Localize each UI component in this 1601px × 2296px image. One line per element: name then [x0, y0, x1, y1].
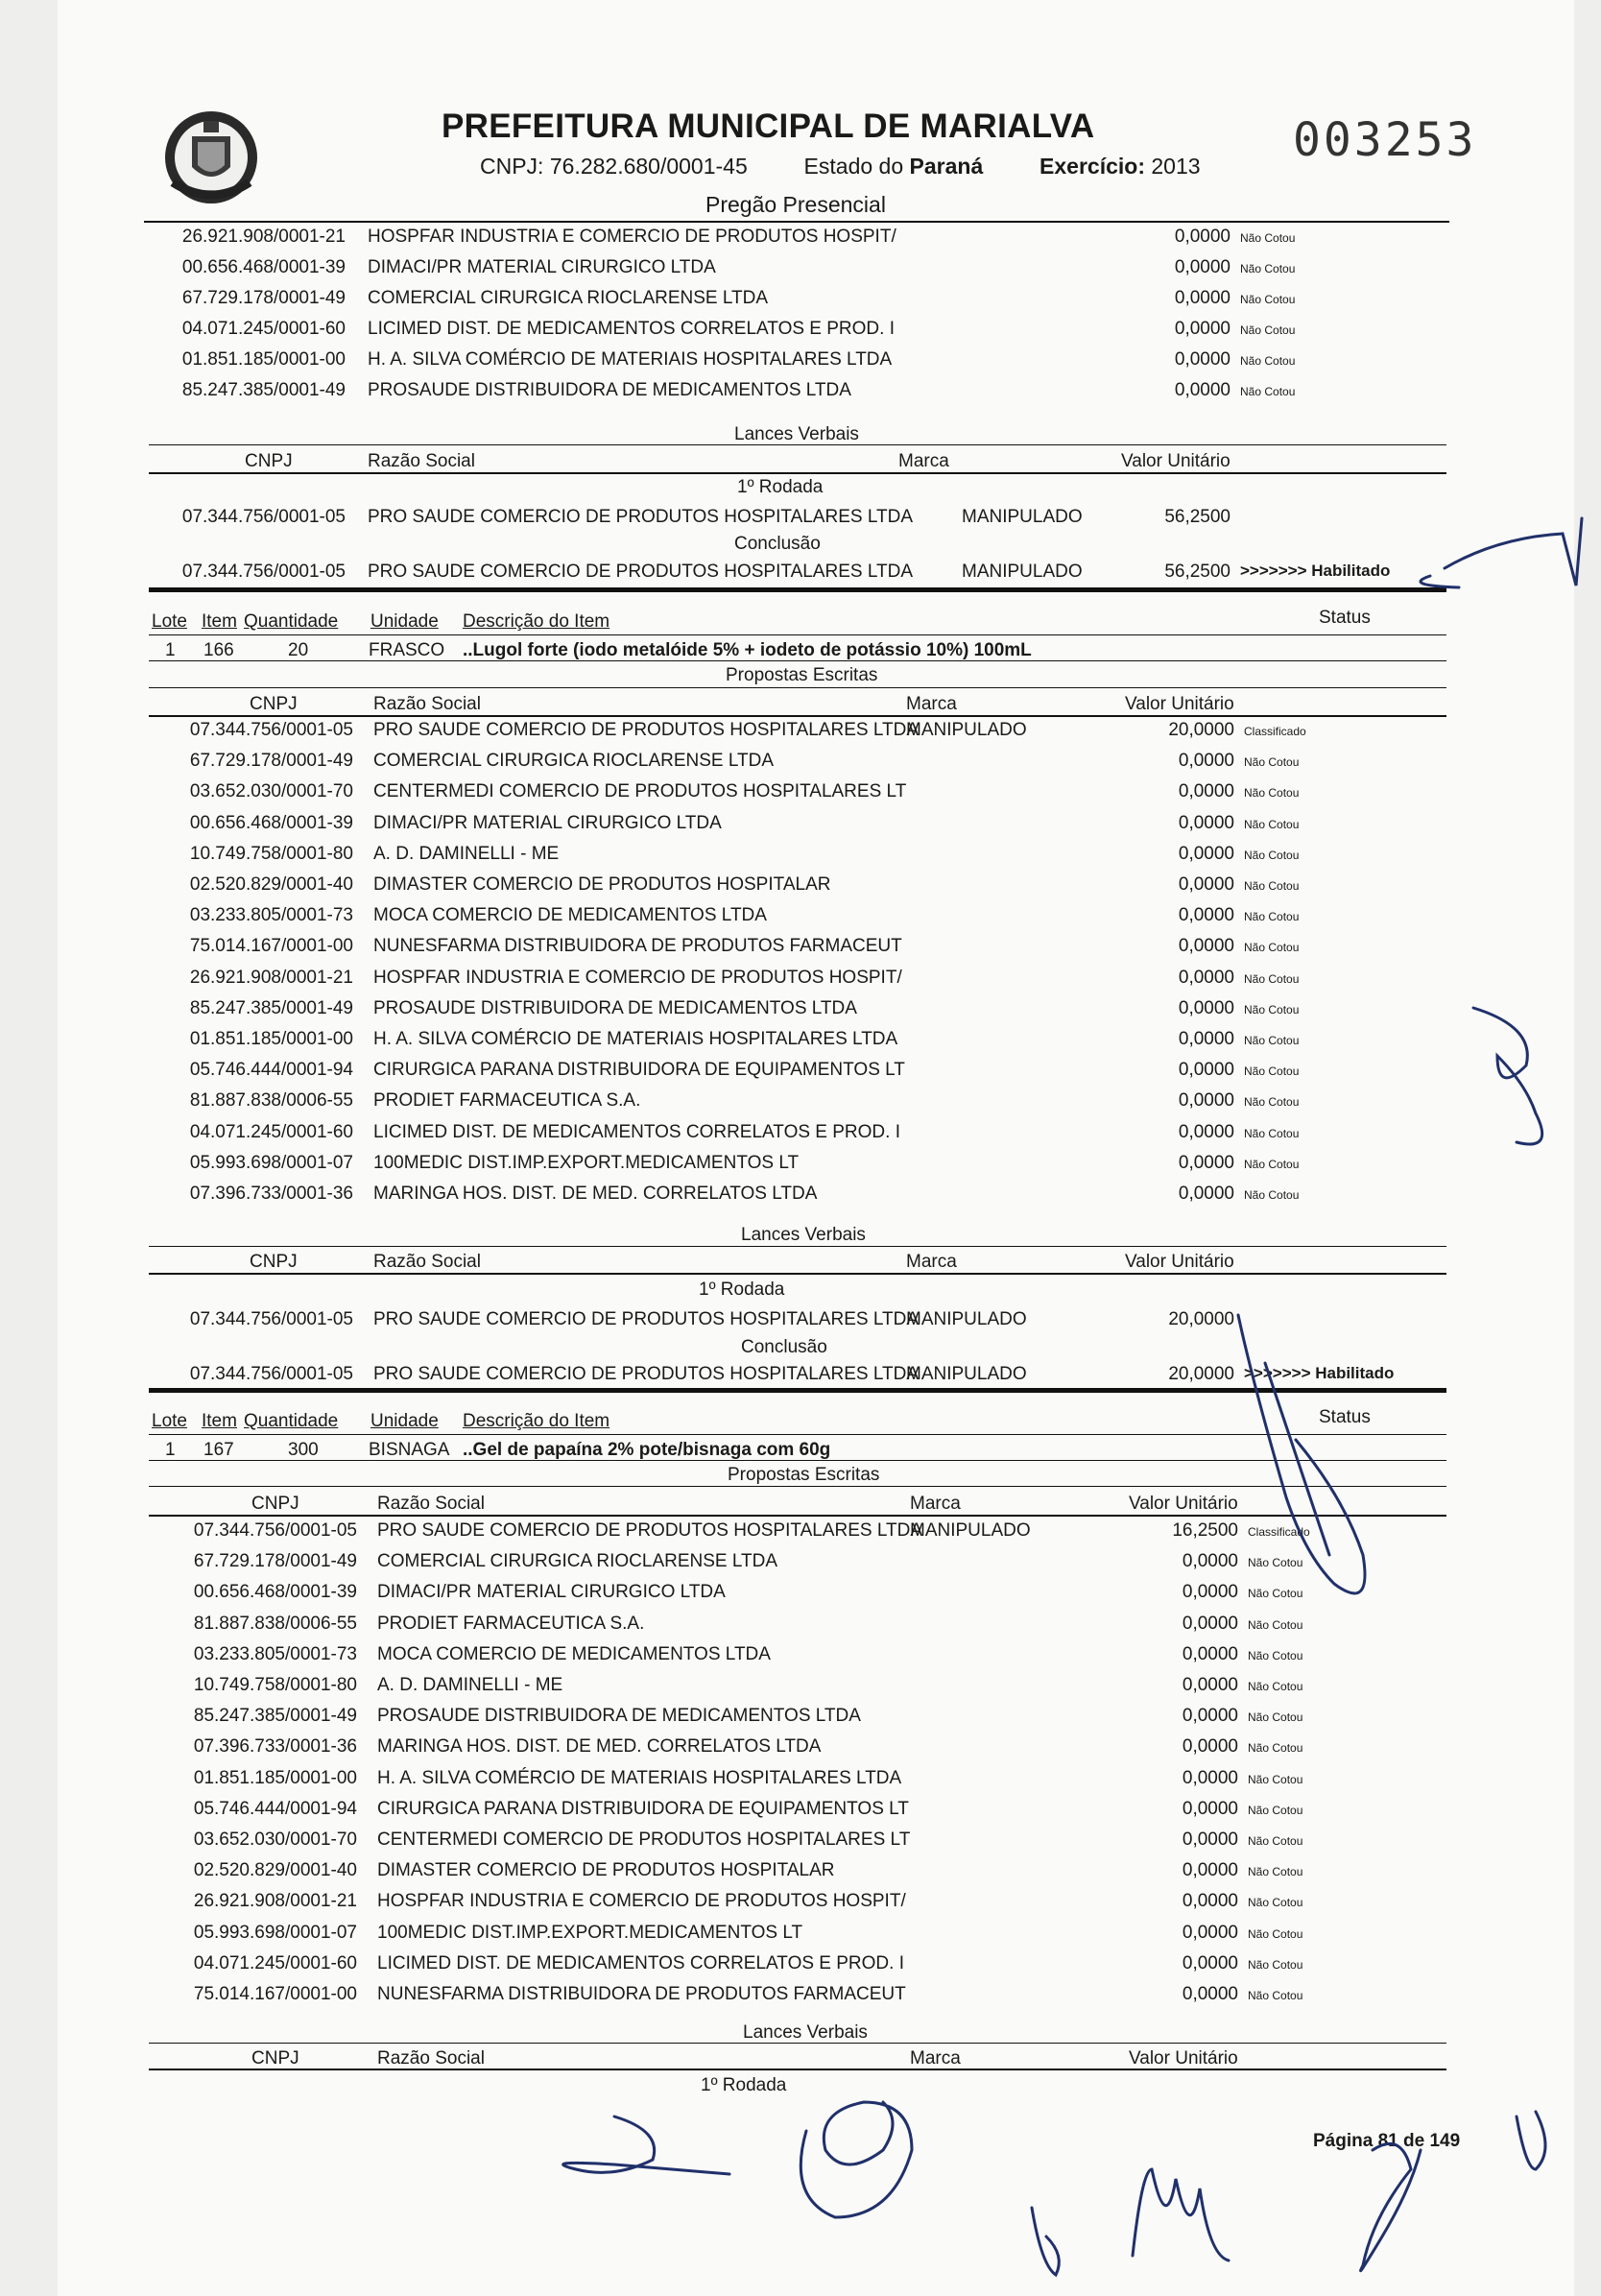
row-valor-unitario: 0,0000	[1178, 781, 1234, 802]
row-razao-social: LICIMED DIST. DE MEDICAMENTOS CORRELATOS E PROD. I	[368, 319, 895, 339]
estado-label: Estado do	[803, 154, 904, 179]
page-footer: Página 81 de 149	[1313, 2131, 1461, 2151]
rodada-label: 1º Rodada	[737, 477, 824, 497]
row-razao-social: 100MEDIC DIST.IMP.EXPORT.MEDICAMENTOS LT	[377, 1922, 803, 1943]
row-cnpj: 04.071.245/0001-60	[193, 1952, 357, 1973]
item-167-desc-rule	[149, 1460, 1446, 1461]
row-razao-social: MARINGA HOS. DIST. DE MED. CORRELATOS LTDA	[373, 1184, 818, 1204]
col-header-razao-social: Razão Social	[377, 1494, 485, 1514]
row-razao-social: PRO SAUDE COMERCIO DE PRODUTOS HOSPITALARES LTDA	[368, 507, 913, 527]
row-cnpj: 67.729.178/0001-49	[189, 751, 353, 772]
row-razao-social: PROSAUDE DISTRIBUIDORA DE MEDICAMENTOS LTDA	[368, 380, 851, 400]
row-razao-social: NUNESFARMA DISTRIBUIDORA DE PRODUTOS FARMACEUT	[377, 1984, 906, 2004]
row-status: Classificado	[1244, 725, 1306, 738]
row-valor-unitario: 0,0000	[1178, 1029, 1234, 1049]
item-166-lances-verbais: Lances Verbais	[741, 1225, 866, 1245]
row-cnpj: 07.344.756/0001-05	[193, 1520, 357, 1541]
row-cnpj: 01.851.185/0001-00	[189, 1029, 353, 1049]
row-marca: MANIPULADO	[910, 1520, 1031, 1541]
row-marca: MANIPULADO	[962, 507, 1083, 527]
row-cnpj: 04.071.245/0001-60	[181, 319, 346, 339]
row-cnpj: 67.729.178/0001-49	[181, 288, 346, 308]
item-166-item-number: 166	[203, 640, 234, 660]
row-razao-social: H. A. SILVA COMÉRCIO DE MATERIAIS HOSPITALARES LTDA	[377, 1767, 902, 1788]
item-166-unidade-header: Unidade	[370, 611, 439, 632]
row-valor-unitario: 0,0000	[1182, 1736, 1238, 1758]
row-cnpj: 05.746.444/0001-94	[193, 1798, 357, 1819]
row-razao-social: MARINGA HOS. DIST. DE MED. CORRELATOS LTDA	[377, 1736, 822, 1758]
row-razao-social: CENTERMEDI COMERCIO DE PRODUTOS HOSPITALARES LT	[373, 781, 907, 802]
row-cnpj: 75.014.167/0001-00	[193, 1984, 357, 2004]
row-marca: MANIPULADO	[906, 1364, 1027, 1384]
conclusao-label: Conclusão	[734, 534, 821, 554]
row-razao-social: DIMACI/PR MATERIAL CIRURGICO LTDA	[377, 1582, 726, 1603]
row-cnpj: 00.656.468/0001-39	[181, 257, 346, 277]
item-166-quantidade: 20	[288, 640, 309, 660]
row-cnpj: 81.887.838/0006-55	[189, 1090, 353, 1112]
row-valor-unitario: 0,0000	[1182, 1798, 1238, 1819]
estado-value: Paraná	[909, 154, 984, 179]
cnpj-value: 76.282.680/0001-45	[549, 154, 748, 179]
lances-rule	[149, 1246, 1446, 1247]
margin-check-mark	[1445, 518, 1582, 586]
row-status: Não Cotou	[1240, 323, 1296, 337]
row-status: Não Cotou	[1244, 1064, 1300, 1079]
lances-header-rule	[149, 1273, 1446, 1275]
row-status: Não Cotou	[1244, 817, 1300, 831]
row-status: Não Cotou	[1248, 1772, 1303, 1786]
margin-scribble-loop	[1473, 1008, 1542, 1144]
header-info-line	[480, 154, 1201, 179]
row-razao-social: PRODIET FARMACEUTICA S.A.	[373, 1090, 641, 1112]
row-status: Não Cotou	[1244, 1126, 1300, 1140]
row-status: Não Cotou	[1244, 1095, 1300, 1110]
row-razao-social: COMERCIAL CIRURGICA RIOCLARENSE LTDA	[368, 288, 769, 308]
row-razao-social: COMERCIAL CIRURGICA RIOCLARENSE LTDA	[377, 1551, 778, 1572]
row-valor-unitario: 0,0000	[1178, 1184, 1234, 1204]
row-razao-social: HOSPFAR INDUSTRIA E COMERCIO DE PRODUTOS HOSPIT/	[377, 1891, 906, 1912]
row-razao-social: PRODIET FARMACEUTICA S.A.	[377, 1613, 645, 1634]
col-header-razao-social: Razão Social	[373, 1252, 481, 1272]
col-header-valor-unitario: Valor Unitário	[1125, 694, 1234, 714]
item-separator-rule-2	[149, 1388, 1446, 1393]
row-cnpj: 85.247.385/0001-49	[189, 997, 353, 1018]
row-valor-unitario: 0,0000	[1178, 843, 1234, 864]
item-167-propostas-escritas: Propostas Escritas	[728, 1465, 880, 1485]
header-rule-lances	[149, 472, 1446, 474]
row-cnpj: 02.520.829/0001-40	[189, 874, 353, 895]
row-cnpj: 03.652.030/0001-70	[189, 781, 353, 802]
exercicio-label: Exercício:	[1039, 154, 1145, 179]
row-cnpj: 03.233.805/0001-73	[189, 905, 353, 926]
item-167-rodada-label: 1º Rodada	[701, 2075, 787, 2095]
row-razao-social: DIMACI/PR MATERIAL CIRURGICO LTDA	[368, 257, 716, 277]
row-valor-unitario: 20,0000	[1168, 720, 1234, 740]
item-167-unidade-header: Unidade	[370, 1411, 439, 1431]
row-cnpj: 04.071.245/0001-60	[189, 1121, 353, 1142]
col-header-cnpj: CNPJ	[251, 1494, 299, 1514]
cnpj-label: CNPJ:	[480, 154, 544, 179]
row-valor-unitario: 20,0000	[1168, 1364, 1234, 1384]
col-header-valor-unitario: Valor Unitário	[1129, 1494, 1238, 1514]
page-title: PREFEITURA MUNICIPAL DE MARIALVA	[442, 108, 1095, 145]
row-status: Não Cotou	[1248, 1648, 1303, 1662]
row-valor-unitario: 0,0000	[1182, 1706, 1238, 1727]
item-167-lances-verbais: Lances Verbais	[743, 2022, 868, 2043]
row-cnpj: 75.014.167/0001-00	[189, 936, 353, 957]
row-valor-unitario: 0,0000	[1174, 257, 1231, 277]
row-razao-social: PROSAUDE DISTRIBUIDORA DE MEDICAMENTOS LTDA	[373, 997, 857, 1018]
row-valor-unitario: 0,0000	[1182, 1643, 1238, 1664]
row-status: Não Cotou	[1248, 1926, 1303, 1941]
row-razao-social: A. D. DAMINELLI - ME	[377, 1675, 563, 1695]
row-cnpj: 67.729.178/0001-49	[193, 1551, 357, 1572]
row-razao-social: PROSAUDE DISTRIBUIDORA DE MEDICAMENTOS LTDA	[377, 1706, 861, 1727]
row-valor-unitario: 0,0000	[1178, 812, 1234, 833]
propostas-rule-2	[149, 1486, 1446, 1487]
row-cnpj: 05.993.698/0001-07	[193, 1922, 357, 1943]
row-razao-social: PRO SAUDE COMERCIO DE PRODUTOS HOSPITALARES LTDA	[377, 1520, 922, 1541]
row-cnpj: 02.520.829/0001-40	[193, 1860, 357, 1881]
row-cnpj: 01.851.185/0001-00	[181, 349, 346, 370]
header-rule	[144, 221, 1449, 223]
row-status: Não Cotou	[1244, 941, 1300, 955]
row-status: Não Cotou	[1248, 1896, 1303, 1910]
row-razao-social: MOCA COMERCIO DE MEDICAMENTOS LTDA	[377, 1643, 771, 1664]
page-number-stamp: 003253	[1293, 113, 1477, 167]
row-cnpj: 10.749.758/0001-80	[189, 843, 353, 864]
row-razao-social: MOCA COMERCIO DE MEDICAMENTOS LTDA	[373, 905, 767, 926]
row-status: Não Cotou	[1244, 879, 1300, 893]
col-header-valor-unitario: Valor Unitário	[1121, 451, 1231, 471]
item-167-quantidade: 300	[288, 1440, 319, 1460]
item-167-unidade: BISNAGA	[369, 1440, 450, 1460]
modalidade: Pregão Presencial	[705, 192, 886, 217]
row-valor-unitario: 0,0000	[1182, 1891, 1238, 1912]
row-valor-unitario: 0,0000	[1178, 874, 1234, 895]
col-header-cnpj: CNPJ	[251, 2048, 299, 2069]
row-valor-unitario: 0,0000	[1174, 288, 1231, 308]
item-167-lote-header: Lote	[152, 1411, 187, 1431]
signature-2	[800, 2102, 912, 2217]
signature-1	[563, 2117, 729, 2174]
row-marca: MANIPULADO	[906, 720, 1027, 740]
col-header-valor-unitario: Valor Unitário	[1125, 1252, 1234, 1272]
row-razao-social: LICIMED DIST. DE MEDICAMENTOS CORRELATOS E PROD. I	[373, 1121, 900, 1142]
row-cnpj: 03.652.030/0001-70	[193, 1830, 357, 1850]
item-167-descricao: ..Gel de papaína 2% pote/bisnaga com 60g	[463, 1440, 831, 1460]
signature-4	[1133, 2169, 1229, 2260]
row-valor-unitario: 0,0000	[1174, 227, 1231, 247]
row-status: Não Cotou	[1244, 848, 1300, 862]
row-valor-unitario: 0,0000	[1178, 967, 1234, 988]
col-header-cnpj: CNPJ	[250, 1252, 298, 1272]
municipal-crest-logo	[161, 108, 262, 211]
row-cnpj: 00.656.468/0001-39	[189, 812, 353, 833]
col-header-marca: Marca	[898, 451, 949, 471]
row-cnpj: 07.344.756/0001-05	[189, 720, 353, 740]
row-valor-unitario: 0,0000	[1182, 1860, 1238, 1881]
row-razao-social: CENTERMEDI COMERCIO DE PRODUTOS HOSPITALARES LT	[377, 1830, 911, 1850]
row-valor-unitario: 0,0000	[1182, 1767, 1238, 1788]
col-header-marca: Marca	[910, 2048, 961, 2069]
row-razao-social: H. A. SILVA COMÉRCIO DE MATERIAIS HOSPITALARES LTDA	[368, 349, 893, 370]
signature-6	[1517, 2112, 1545, 2169]
row-valor-unitario: 0,0000	[1174, 319, 1231, 339]
col-header-cnpj: CNPJ	[245, 451, 293, 471]
item-166-descricao-header: Descrição do Item	[463, 611, 610, 632]
row-valor-unitario: 0,0000	[1174, 380, 1231, 400]
row-cnpj: 07.344.756/0001-05	[181, 507, 346, 527]
item-167-status-header: Status	[1319, 1407, 1371, 1427]
row-valor-unitario: 0,0000	[1182, 1952, 1238, 1973]
item-166-rodada-label: 1º Rodada	[699, 1280, 785, 1300]
signature-5	[1361, 2143, 1422, 2270]
row-cnpj: 05.746.444/0001-94	[189, 1060, 353, 1081]
item-166-conclusao-label: Conclusão	[741, 1337, 827, 1357]
row-valor-unitario: 20,0000	[1168, 1309, 1234, 1329]
item-separator-rule	[149, 587, 1446, 592]
row-cnpj: 10.749.758/0001-80	[193, 1675, 357, 1695]
row-razao-social: CIRURGICA PARANA DISTRIBUIDORA DE EQUIPAMENTOS LT	[373, 1060, 905, 1081]
row-status: Não Cotou	[1240, 293, 1296, 306]
row-valor-unitario: 56,2500	[1164, 507, 1231, 527]
col-header-rule-2	[149, 1515, 1446, 1517]
row-valor-unitario: 56,2500	[1164, 562, 1231, 582]
row-status: Não Cotou	[1248, 1803, 1303, 1817]
row-valor-unitario: 0,0000	[1182, 1613, 1238, 1634]
row-status: Não Cotou	[1240, 231, 1296, 245]
row-status: Não Cotou	[1248, 1680, 1303, 1693]
col-header-marca: Marca	[910, 1494, 961, 1514]
item-166-status-header: Status	[1319, 608, 1371, 628]
row-valor-unitario: 0,0000	[1182, 1830, 1238, 1850]
item-166-lote-header: Lote	[152, 611, 187, 632]
col-header-marca: Marca	[906, 694, 957, 714]
item-166-desc-rule	[149, 660, 1446, 661]
row-valor-unitario: 0,0000	[1178, 1060, 1234, 1081]
row-status: Não Cotou	[1248, 1957, 1303, 1972]
row-status: Classificado	[1248, 1525, 1310, 1539]
row-habilitado-status: >>>>>>> Habilitado	[1244, 1364, 1395, 1382]
row-cnpj: 05.993.698/0001-07	[189, 1152, 353, 1173]
row-razao-social: CIRURGICA PARANA DISTRIBUIDORA DE EQUIPAMENTOS LT	[377, 1798, 909, 1819]
item-166-descricao: ..Lugol forte (iodo metalóide 5% + iodeto de potássio 10%) 100mL	[463, 640, 1032, 660]
row-status: Não Cotou	[1240, 354, 1296, 368]
row-status: Não Cotou	[1248, 1865, 1303, 1879]
row-valor-unitario: 0,0000	[1182, 1582, 1238, 1603]
section-lances-verbais: Lances Verbais	[734, 424, 859, 444]
row-cnpj: 26.921.908/0001-21	[181, 227, 346, 247]
row-razao-social: DIMASTER COMERCIO DE PRODUTOS HOSPITALAR	[373, 874, 831, 895]
item-166-header-rule	[149, 634, 1446, 635]
row-cnpj: 07.344.756/0001-05	[189, 1364, 353, 1384]
col-header-razao-social: Razão Social	[377, 2048, 485, 2069]
row-cnpj: 26.921.908/0001-21	[189, 967, 353, 988]
exercicio-value: 2013	[1151, 154, 1201, 179]
row-razao-social: HOSPFAR INDUSTRIA E COMERCIO DE PRODUTOS HOSPIT/	[368, 227, 896, 247]
row-cnpj: 26.921.908/0001-21	[193, 1891, 357, 1912]
row-razao-social: NUNESFARMA DISTRIBUIDORA DE PRODUTOS FARMACEUT	[373, 936, 902, 957]
col-header-rule	[149, 715, 1446, 717]
item-167-quantidade-header: Quantidade	[244, 1411, 339, 1431]
row-valor-unitario: 0,0000	[1178, 936, 1234, 957]
row-cnpj: 85.247.385/0001-49	[181, 380, 346, 400]
col-header-marca: Marca	[906, 1252, 957, 1272]
row-razao-social: H. A. SILVA COMÉRCIO DE MATERIAIS HOSPITALARES LTDA	[373, 1029, 898, 1049]
row-status: Não Cotou	[1248, 1710, 1303, 1725]
item-166-quantidade-header: Quantidade	[244, 611, 339, 632]
strike-line-1	[1238, 1315, 1365, 1593]
row-status: Não Cotou	[1244, 1002, 1300, 1016]
item-167-descricao-header: Descrição do Item	[463, 1411, 610, 1431]
row-razao-social: DIMACI/PR MATERIAL CIRURGICO LTDA	[373, 812, 722, 833]
signature-3	[1032, 2208, 1059, 2275]
row-cnpj: 07.344.756/0001-05	[189, 1309, 353, 1329]
row-status: Não Cotou	[1244, 971, 1300, 986]
row-status: Não Cotou	[1248, 1989, 1303, 2002]
row-cnpj: 00.656.468/0001-39	[193, 1582, 357, 1603]
row-valor-unitario: 0,0000	[1178, 751, 1234, 772]
row-cnpj: 07.344.756/0001-05	[181, 562, 346, 582]
item-167-lote: 1	[165, 1440, 176, 1460]
row-status: Não Cotou	[1240, 262, 1296, 275]
row-status: Não Cotou	[1248, 1741, 1303, 1756]
row-status: Não Cotou	[1248, 1617, 1303, 1632]
row-valor-unitario: 0,0000	[1178, 905, 1234, 926]
row-razao-social: LICIMED DIST. DE MEDICAMENTOS CORRELATOS E PROD. I	[377, 1952, 904, 1973]
lances-rule-2	[149, 2043, 1446, 2044]
row-razao-social: PRO SAUDE COMERCIO DE PRODUTOS HOSPITALARES LTDA	[373, 1309, 919, 1329]
row-razao-social: PRO SAUDE COMERCIO DE PRODUTOS HOSPITALARES LTDA	[373, 720, 919, 740]
row-valor-unitario: 0,0000	[1182, 1922, 1238, 1943]
row-status: Não Cotou	[1244, 755, 1300, 770]
row-cnpj: 03.233.805/0001-73	[193, 1643, 357, 1664]
row-status: Não Cotou	[1244, 1188, 1300, 1202]
margin-check-curve	[1421, 576, 1459, 587]
item-166-item-header: Item	[202, 611, 237, 632]
row-status: Não Cotou	[1248, 1556, 1303, 1570]
item-166-propostas-escritas: Propostas Escritas	[726, 665, 878, 685]
row-razao-social: COMERCIAL CIRURGICA RIOCLARENSE LTDA	[373, 751, 775, 772]
row-status: Não Cotou	[1248, 1587, 1303, 1601]
row-valor-unitario: 0,0000	[1182, 1984, 1238, 2004]
item-167-item-number: 167	[203, 1440, 234, 1460]
row-cnpj: 01.851.185/0001-00	[193, 1767, 357, 1788]
lances-header-rule-2	[149, 2069, 1446, 2070]
col-header-cnpj: CNPJ	[250, 694, 298, 714]
col-header-valor-unitario: Valor Unitário	[1129, 2048, 1238, 2069]
row-status: Não Cotou	[1240, 385, 1296, 398]
row-valor-unitario: 0,0000	[1178, 1152, 1234, 1173]
col-header-razao-social: Razão Social	[368, 451, 475, 471]
col-header-razao-social: Razão Social	[373, 694, 481, 714]
row-valor-unitario: 0,0000	[1174, 349, 1231, 370]
row-razao-social: DIMASTER COMERCIO DE PRODUTOS HOSPITALAR	[377, 1860, 835, 1881]
row-valor-unitario: 0,0000	[1178, 1121, 1234, 1142]
row-valor-unitario: 0,0000	[1182, 1675, 1238, 1695]
row-habilitado-status: >>>>>>> Habilitado	[1240, 562, 1391, 580]
row-valor-unitario: 0,0000	[1178, 1090, 1234, 1112]
row-cnpj: 85.247.385/0001-49	[193, 1706, 357, 1727]
section-rule	[149, 444, 1446, 445]
row-valor-unitario: 0,0000	[1182, 1551, 1238, 1572]
row-status: Não Cotou	[1244, 1157, 1300, 1171]
row-razao-social: PRO SAUDE COMERCIO DE PRODUTOS HOSPITALARES LTDA	[368, 562, 913, 582]
item-166-unidade: FRASCO	[369, 640, 445, 660]
row-cnpj: 81.887.838/0006-55	[193, 1613, 357, 1634]
item-166-lote: 1	[165, 640, 176, 660]
row-cnpj: 07.396.733/0001-36	[193, 1736, 357, 1758]
row-razao-social: 100MEDIC DIST.IMP.EXPORT.MEDICAMENTOS LT	[373, 1152, 800, 1173]
row-cnpj: 07.396.733/0001-36	[189, 1184, 353, 1204]
row-razao-social: HOSPFAR INDUSTRIA E COMERCIO DE PRODUTOS HOSPIT/	[373, 967, 902, 988]
row-status: Não Cotou	[1244, 910, 1300, 924]
item-167-item-header: Item	[202, 1411, 237, 1431]
row-status: Não Cotou	[1244, 1034, 1300, 1047]
row-valor-unitario: 0,0000	[1178, 997, 1234, 1018]
row-status: Não Cotou	[1248, 1834, 1303, 1848]
row-razao-social: A. D. DAMINELLI - ME	[373, 843, 560, 864]
row-status: Não Cotou	[1244, 786, 1300, 801]
propostas-rule	[149, 687, 1446, 688]
row-marca: MANIPULADO	[906, 1309, 1027, 1329]
item-167-header-rule	[149, 1434, 1446, 1435]
row-marca: MANIPULADO	[962, 562, 1083, 582]
row-razao-social: PRO SAUDE COMERCIO DE PRODUTOS HOSPITALARES LTDA	[373, 1364, 919, 1384]
row-valor-unitario: 16,2500	[1172, 1520, 1238, 1541]
